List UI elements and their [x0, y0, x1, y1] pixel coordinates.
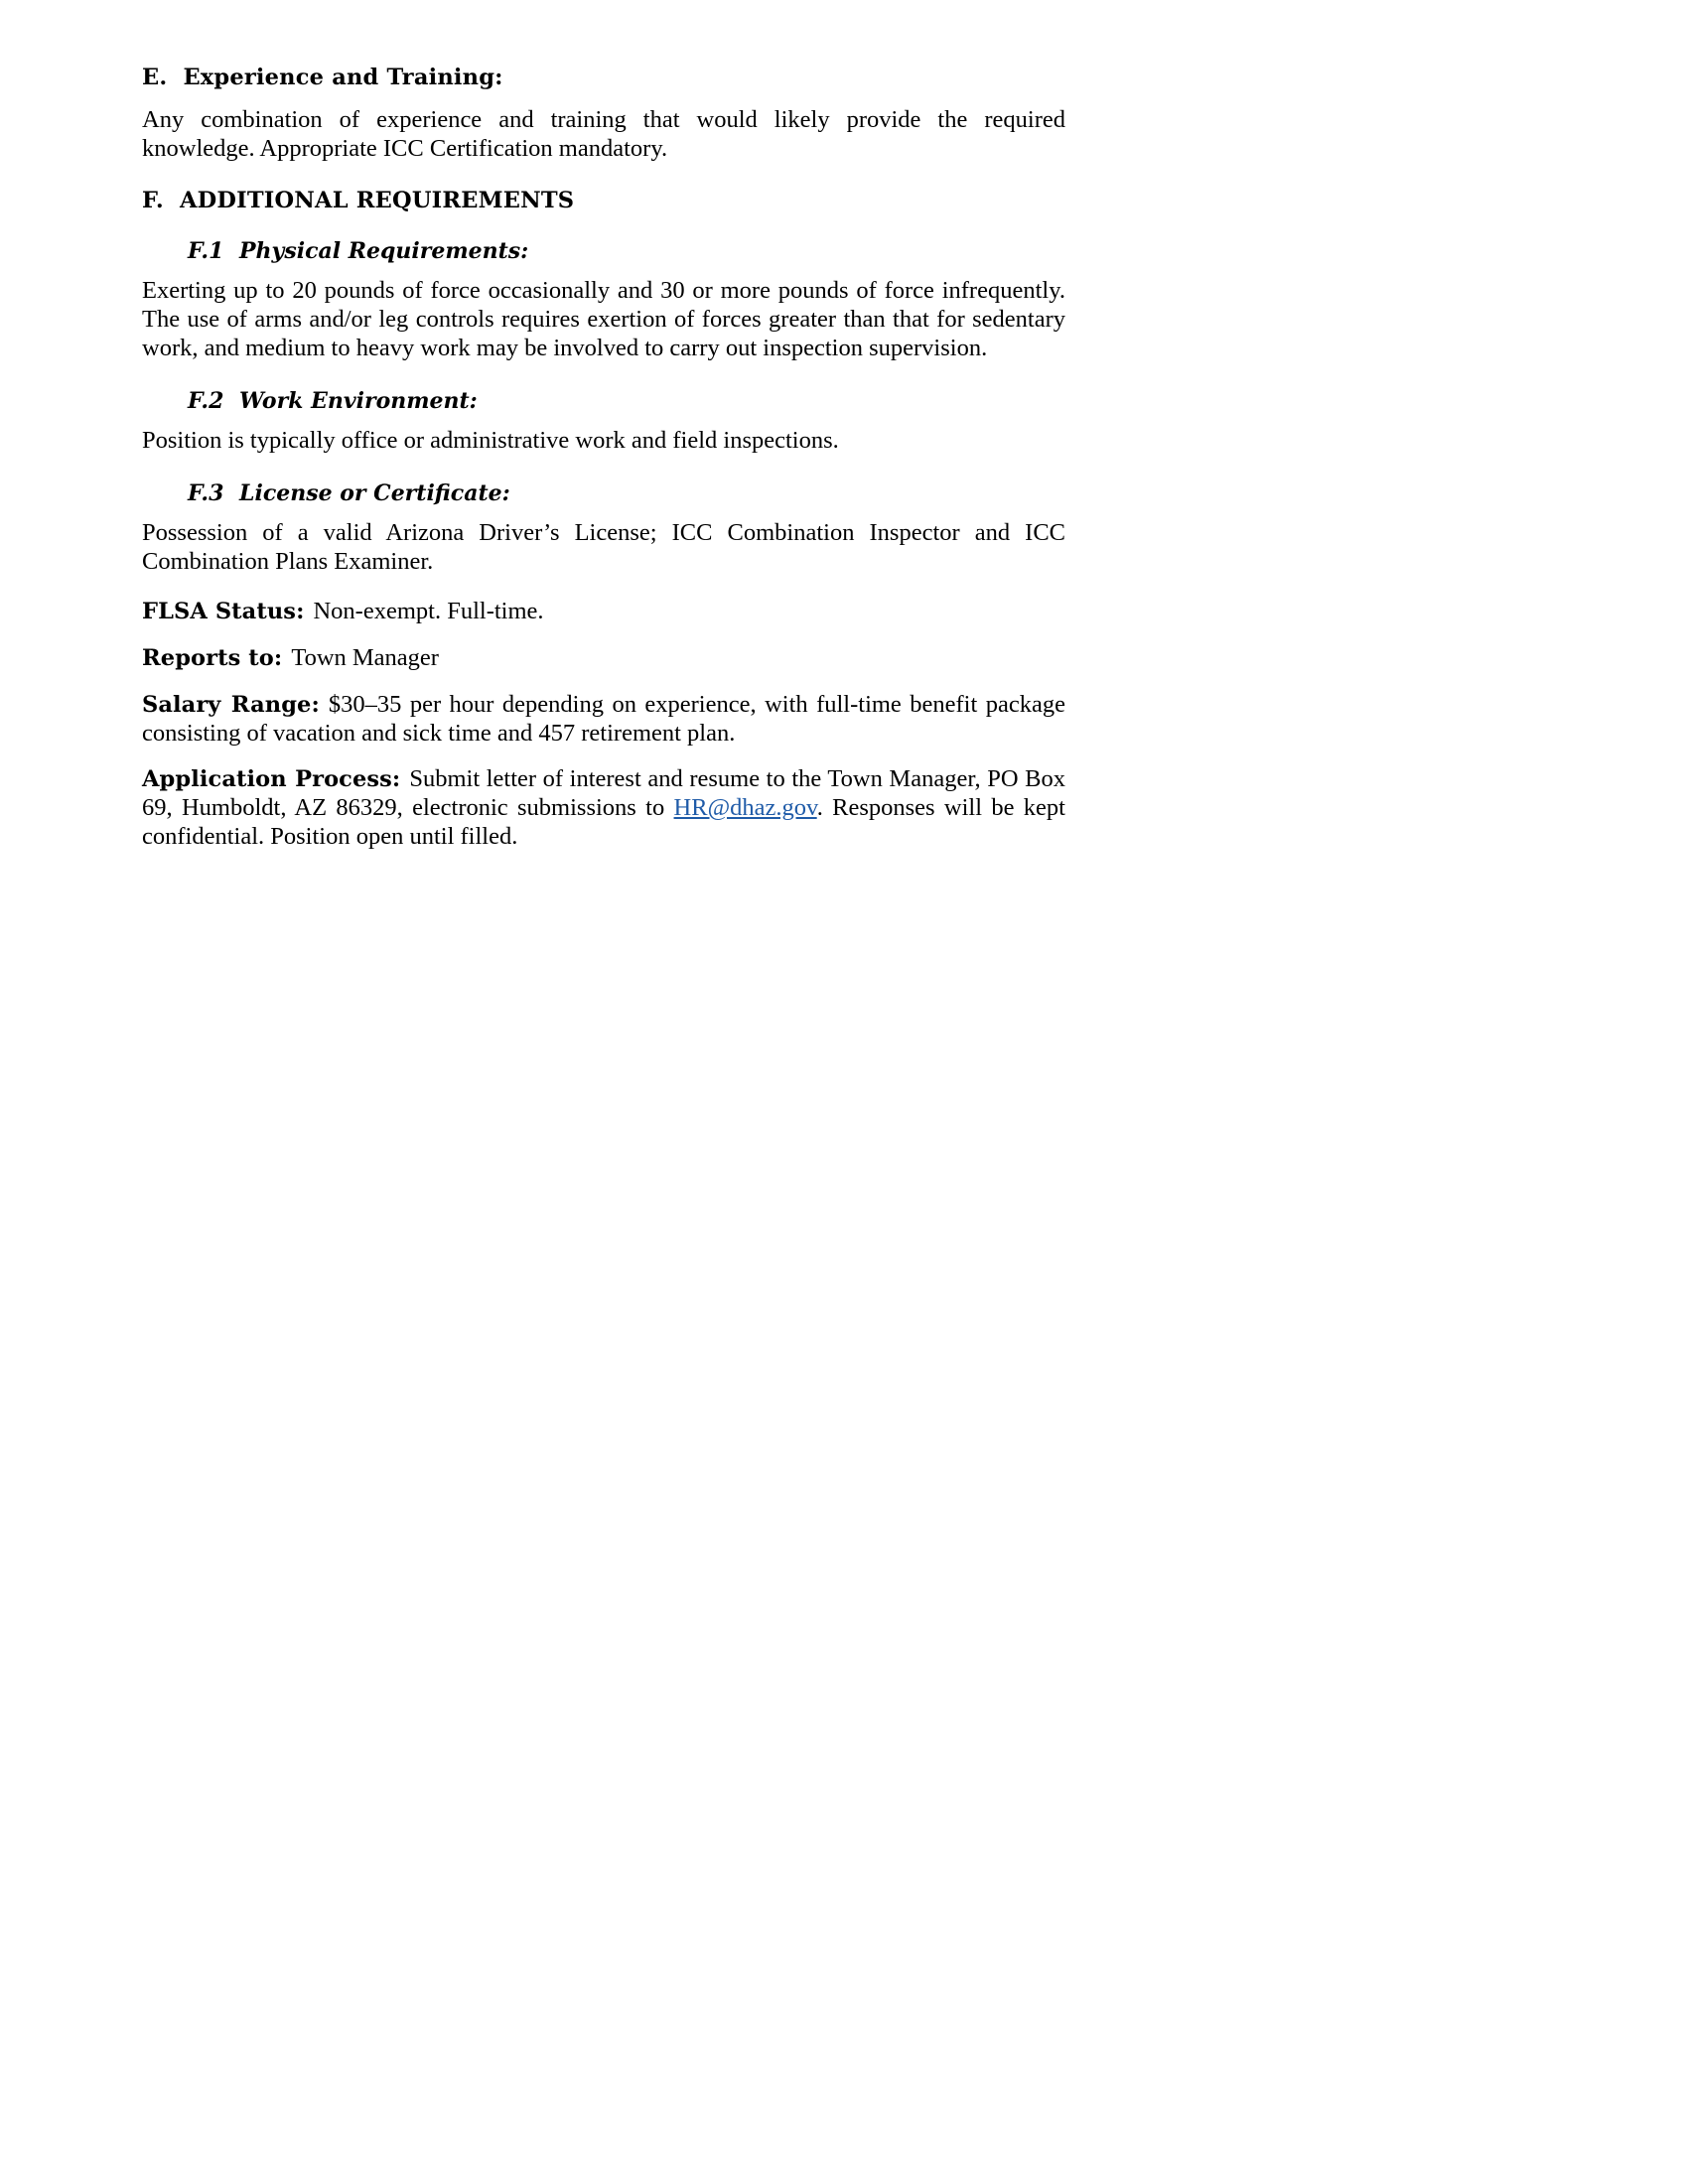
- email-link-hr[interactable]: HR@dhaz.gov: [673, 794, 817, 822]
- heading-physical-text: Physical Requirements:: [239, 238, 529, 265]
- heading-experience-label: E.: [142, 65, 184, 90]
- heading-license-label: F.3: [188, 479, 239, 506]
- heading-additional-label: F.: [142, 188, 181, 214]
- heading-experience-and-training: [142, 64, 1065, 92]
- heading-work-environment-text: Work Environment:: [239, 387, 478, 414]
- field-flsa-status: [142, 598, 1065, 626]
- heading-work-environment-label: F.2: [188, 387, 239, 414]
- heading-license-or-certificate: [142, 479, 1065, 507]
- reports-to-label: Reports to:: [142, 645, 283, 672]
- application-process-text-before-link: Submit letter of interest and resume to the Town Manager, PO Box 69, Humboldt, AZ 86329, electronic submissions to: [142, 765, 1065, 822]
- flsa-status-value: Non-exempt. Full-time.: [313, 598, 544, 625]
- field-reports-to: [142, 644, 1065, 673]
- heading-experience-text: Experience and Training:: [183, 65, 503, 90]
- heading-license-text: License or Certificate:: [239, 479, 510, 506]
- heading-work-environment: [142, 387, 1065, 415]
- salary-range-label: Salary Range:: [142, 691, 320, 718]
- heading-additional-requirements: [142, 187, 1065, 215]
- heading-physical-requirements: [142, 237, 1065, 265]
- heading-additional-text: ADDITIONAL REQUIREMENTS: [180, 188, 575, 214]
- paragraph-license-body: Possession of a valid Arizona Driver’s License; ICC Combination Inspector and ICC Combination Plans Examiner.: [142, 518, 1065, 575]
- flsa-status-label: FLSA Status:: [142, 599, 305, 625]
- reports-to-value: Town Manager: [291, 644, 439, 672]
- application-process-label: Application Process:: [142, 766, 401, 793]
- field-application-process: [142, 765, 1065, 851]
- field-salary-range: [142, 691, 1065, 749]
- document-body: [142, 64, 1065, 852]
- paragraph-work-environment-body: Position is typically office or administrative work and field inspections.: [142, 426, 839, 454]
- application-process-text-after-link: . Responses will be kept confidential. Position open until filled.: [142, 794, 1065, 850]
- paragraph-physical-body: Exerting up to 20 pounds of force occasionally and 30 or more pounds of force infrequently. The use of arms and/or leg controls requires exertion of forces greater than that for sedentary work, and medium to heavy work may be involved to carry out inspection supervision.: [142, 277, 1065, 361]
- heading-physical-label: F.1: [188, 238, 239, 265]
- salary-range-value: $30–35 per hour depending on experience, with full-time benefit package consisting of vacation and sick time and 457 retirement plan.: [142, 690, 1065, 747]
- paragraph-experience-body: Any combination of experience and training that would likely provide the required knowledge. Appropriate ICC Certification mandatory.: [142, 105, 1065, 162]
